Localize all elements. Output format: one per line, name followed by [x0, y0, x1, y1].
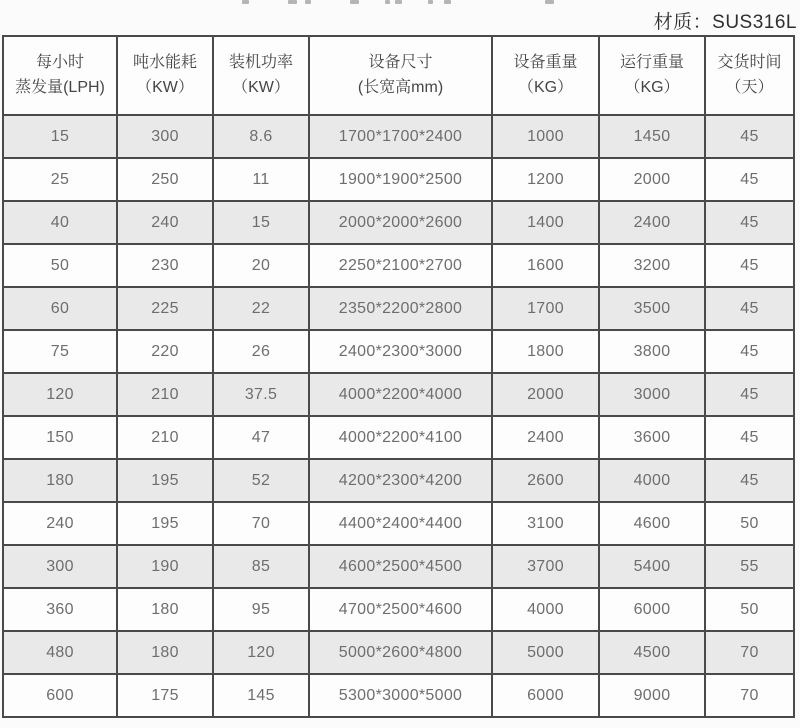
- column-header-line1: 设备尺寸: [368, 53, 433, 71]
- table-cell: 3800: [599, 330, 705, 373]
- table-cell: 250: [117, 158, 213, 201]
- table-cell: 2600: [492, 459, 599, 502]
- table-cell: 45: [705, 244, 794, 287]
- table-row: [3, 459, 794, 502]
- table-cell: 1450: [599, 115, 705, 158]
- cropped-text-mark: [305, 0, 311, 4]
- cropped-text-mark: [444, 0, 451, 4]
- table-row: [3, 545, 794, 588]
- table-row: [3, 416, 794, 459]
- table-cell: 4500: [599, 631, 705, 674]
- table-cell: 4000*2200*4100: [309, 416, 492, 459]
- table-cell: 480: [3, 631, 117, 674]
- material-label: 材质：SUS316L: [653, 12, 797, 33]
- table-cell: 6000: [599, 588, 705, 631]
- cropped-text-mark: [545, 0, 554, 4]
- spec-table: [2, 35, 795, 718]
- table-cell: 300: [3, 545, 117, 588]
- column-header-line1: 装机功率: [228, 53, 293, 71]
- column-header: [309, 36, 492, 115]
- column-header-line1: 运行重量: [619, 53, 684, 71]
- cropped-text-mark: [242, 0, 249, 4]
- table-cell: 195: [117, 459, 213, 502]
- table-cell: 5400: [599, 545, 705, 588]
- table-row: [3, 502, 794, 545]
- table-cell: 47: [213, 416, 309, 459]
- table-cell: 45: [705, 158, 794, 201]
- table-cell: 3000: [599, 373, 705, 416]
- column-header-line1: 交货时间: [717, 53, 782, 71]
- table-cell: 60: [3, 287, 117, 330]
- cropped-text-mark: [288, 0, 297, 4]
- column-header-line1: 每小时: [35, 53, 84, 71]
- table-row: [3, 631, 794, 674]
- table-cell: 240: [3, 502, 117, 545]
- table-cell: 25: [3, 158, 117, 201]
- table-cell: 70: [705, 674, 794, 717]
- table-cell: 1200: [492, 158, 599, 201]
- table-cell: 2000*2000*2600: [309, 201, 492, 244]
- table-cell: 230: [117, 244, 213, 287]
- table-cell: 4000*2200*4000: [309, 373, 492, 416]
- table-cell: 45: [705, 459, 794, 502]
- table-cell: 240: [117, 201, 213, 244]
- table-cell: 75: [3, 330, 117, 373]
- spec-table-header-row: [3, 36, 794, 115]
- table-cell: 4000: [599, 459, 705, 502]
- table-cell: 2000: [492, 373, 599, 416]
- column-header: [117, 36, 213, 115]
- table-row: [3, 287, 794, 330]
- table-row: [3, 588, 794, 631]
- table-cell: 2400: [492, 416, 599, 459]
- table-cell: 26: [213, 330, 309, 373]
- table-row: [3, 330, 794, 373]
- table-cell: 8.6: [213, 115, 309, 158]
- table-cell: 9000: [599, 674, 705, 717]
- table-cell: 50: [705, 502, 794, 545]
- table-cell: 190: [117, 545, 213, 588]
- table-cell: 11: [213, 158, 309, 201]
- table-row: [3, 201, 794, 244]
- table-cell: 3100: [492, 502, 599, 545]
- spec-table-body: [3, 115, 794, 717]
- table-cell: 3200: [599, 244, 705, 287]
- table-cell: 85: [213, 545, 309, 588]
- table-cell: 45: [705, 115, 794, 158]
- table-cell: 225: [117, 287, 213, 330]
- column-header-line2: （KW）: [232, 78, 290, 96]
- table-cell: 22: [213, 287, 309, 330]
- table-cell: 50: [705, 588, 794, 631]
- cropped-text-mark: [350, 0, 359, 4]
- table-cell: 15: [213, 201, 309, 244]
- table-cell: 360: [3, 588, 117, 631]
- table-cell: 4700*2500*4600: [309, 588, 492, 631]
- table-cell: 5300*3000*5000: [309, 674, 492, 717]
- table-cell: 1600: [492, 244, 599, 287]
- table-cell: 195: [117, 502, 213, 545]
- table-cell: 1700: [492, 287, 599, 330]
- column-header-line2: （KW）: [136, 78, 194, 96]
- table-cell: 4000: [492, 588, 599, 631]
- table-row: [3, 373, 794, 416]
- column-header-line2: （KG）: [624, 78, 680, 96]
- table-cell: 2400*2300*3000: [309, 330, 492, 373]
- table-cell: 95: [213, 588, 309, 631]
- table-cell: 2000: [599, 158, 705, 201]
- column-header: [492, 36, 599, 115]
- table-cell: 1900*1900*2500: [309, 158, 492, 201]
- table-cell: 3500: [599, 287, 705, 330]
- table-row: [3, 158, 794, 201]
- column-header: [599, 36, 705, 115]
- table-cell: 1400: [492, 201, 599, 244]
- cropped-text-mark: [385, 0, 390, 4]
- table-cell: 45: [705, 416, 794, 459]
- table-cell: 70: [213, 502, 309, 545]
- table-cell: 3600: [599, 416, 705, 459]
- table-cell: 4200*2300*4200: [309, 459, 492, 502]
- table-cell: 6000: [492, 674, 599, 717]
- column-header-line2: （KG）: [517, 78, 574, 96]
- column-header: [3, 36, 117, 115]
- table-cell: 210: [117, 373, 213, 416]
- table-cell: 180: [3, 459, 117, 502]
- table-cell: 2400: [599, 201, 705, 244]
- table-cell: 45: [705, 373, 794, 416]
- table-cell: 1800: [492, 330, 599, 373]
- table-cell: 4600*2500*4500: [309, 545, 492, 588]
- table-cell: 1000: [492, 115, 599, 158]
- table-cell: 5000: [492, 631, 599, 674]
- table-cell: 150: [3, 416, 117, 459]
- cropped-text-mark: [428, 0, 433, 4]
- table-cell: 70: [705, 631, 794, 674]
- table-cell: 3700: [492, 545, 599, 588]
- table-cell: 600: [3, 674, 117, 717]
- table-cell: 175: [117, 674, 213, 717]
- table-cell: 52: [213, 459, 309, 502]
- table-cell: 1700*1700*2400: [309, 115, 492, 158]
- column-header-line1: 设备重量: [513, 53, 578, 71]
- table-cell: 55: [705, 545, 794, 588]
- column-header: [213, 36, 309, 115]
- column-header-line2: 蒸发量(LPH): [15, 78, 105, 96]
- cropped-text-mark: [395, 0, 402, 4]
- table-cell: 4600: [599, 502, 705, 545]
- table-row: [3, 674, 794, 717]
- table-cell: 5000*2600*4800: [309, 631, 492, 674]
- table-cell: 180: [117, 631, 213, 674]
- table-cell: 120: [3, 373, 117, 416]
- table-cell: 145: [213, 674, 309, 717]
- table-row: [3, 244, 794, 287]
- column-header-line1: 吨水能耗: [132, 53, 197, 71]
- column-header-line2: （天）: [725, 78, 774, 96]
- table-cell: 45: [705, 330, 794, 373]
- table-cell: 37.5: [213, 373, 309, 416]
- table-cell: 210: [117, 416, 213, 459]
- table-cell: 180: [117, 588, 213, 631]
- column-header-line2: (长宽高mm): [357, 78, 444, 96]
- table-cell: 15: [3, 115, 117, 158]
- table-cell: 40: [3, 201, 117, 244]
- table-cell: 50: [3, 244, 117, 287]
- column-header: [705, 36, 794, 115]
- table-cell: 220: [117, 330, 213, 373]
- table-cell: 300: [117, 115, 213, 158]
- table-row: [3, 115, 794, 158]
- table-cell: 20: [213, 244, 309, 287]
- table-cell: 2250*2100*2700: [309, 244, 492, 287]
- table-cell: 120: [213, 631, 309, 674]
- table-cell: 2350*2200*2800: [309, 287, 492, 330]
- table-cell: 45: [705, 201, 794, 244]
- table-cell: 4400*2400*4400: [309, 502, 492, 545]
- table-cell: 45: [705, 287, 794, 330]
